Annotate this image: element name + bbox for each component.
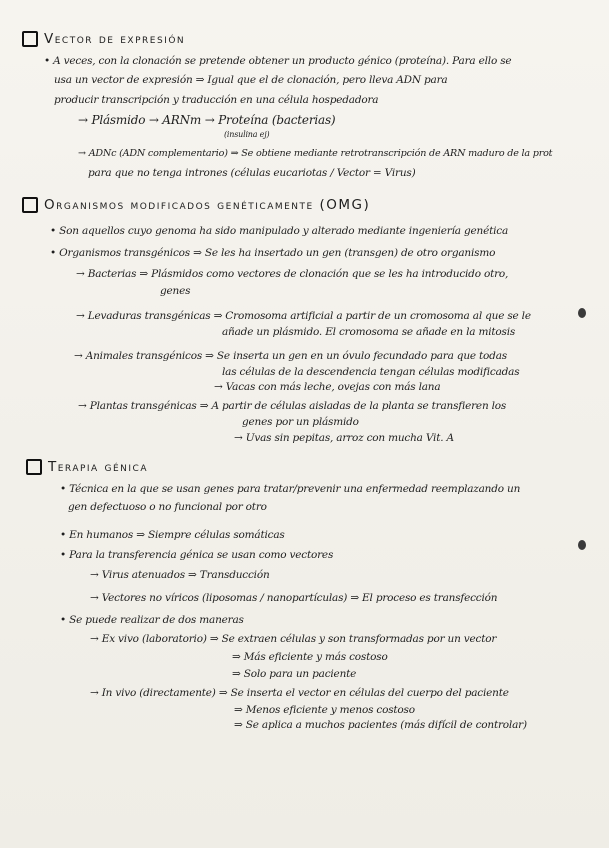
text-line: (insulina ej) — [224, 130, 270, 139]
text-line: • Para la transferencia génica se usan como vectores — [60, 549, 334, 561]
text-line: → Bacterias ⇒ Plásmidos como vectores de clonación que se les ha introducido otro, — [76, 268, 509, 280]
text-line: • Son aquellos cuyo genoma ha sido manipulado y alterado mediante ingeniería genética — [50, 225, 509, 237]
text-line: genes por un plásmido — [242, 416, 359, 428]
text-line: genes — [160, 285, 191, 297]
checkbox-icon — [22, 197, 38, 213]
text-line: producir transcripción y traducción en una célula hospedadora — [54, 94, 379, 106]
checkbox-icon — [26, 459, 42, 475]
text-line: → Levaduras transgénicas ⇒ Cromosoma artificial a partir de un cromosoma al que se le — [76, 310, 531, 322]
text-line: → Plásmido → ARNm → Proteína (bacterias) — [78, 113, 336, 127]
text-line: • Técnica en la que se usan genes para tratar/prevenir una enfermedad reemplazando un — [60, 483, 521, 495]
text-line: → Virus atenuados ⇒ Transducción — [90, 569, 270, 581]
text-line: para que no tenga intrones (células eucariotas / Vector = Virus) — [88, 167, 416, 179]
text-line: → Animales transgénicos ⇒ Se inserta un gen en un óvulo fecundado para que todas — [74, 350, 507, 362]
text-line: • Se puede realizar de dos maneras — [60, 614, 244, 626]
section-title-vector: Vector de expresión — [22, 31, 185, 47]
text-line: ⇒ Más eficiente y más costoso — [232, 651, 388, 663]
checkbox-icon — [22, 31, 38, 47]
text-line: → Vectores no víricos (liposomas / nanopartículas) ⇒ El proceso es transfección — [90, 592, 498, 604]
text-line: las células de la descendencia tengan células modificadas — [222, 366, 520, 378]
text-line: → ADNc (ADN complementario) ⇒ Se obtiene mediante retrotranscripción de ARN maduro de la prot — [78, 148, 553, 159]
text-line: → In vivo (directamente) ⇒ Se inserta el vector en células del cuerpo del paciente — [90, 687, 509, 699]
text-line: usa un vector de expresión ⇒ Igual que el de clonación, pero lleva ADN para — [54, 74, 448, 86]
section-title-terapia: Terapia génica — [26, 459, 148, 475]
text-line: → Vacas con más leche, ovejas con más lana — [214, 381, 441, 393]
text-line: • En humanos ⇒ Siempre células somáticas — [60, 529, 285, 541]
text-line: → Ex vivo (laboratorio) ⇒ Se extraen células y son transformadas por un vector — [90, 633, 497, 645]
text-line: gen defectuoso o no funcional por otro — [68, 501, 267, 513]
text-line: • Organismos transgénicos ⇒ Se les ha insertado un gen (transgen) de otro organismo — [50, 247, 496, 259]
text-line: → Plantas transgénicas ⇒ A partir de células aisladas de la planta se transfieren los — [78, 400, 507, 412]
text-line: ⇒ Solo para un paciente — [232, 668, 357, 680]
text-line: ⇒ Se aplica a muchos pacientes (más difícil de controlar) — [234, 719, 527, 731]
text-line: ⇒ Menos eficiente y menos costoso — [234, 704, 415, 716]
text-line: → Uvas sin pepitas, arroz con mucha Vit. A — [234, 432, 454, 444]
binder-hole-mark — [578, 540, 586, 550]
section-title-omg: Organismos modificados genéticamente (OMG) — [22, 197, 370, 213]
text-line: añade un plásmido. El cromosoma se añade en la mitosis — [222, 326, 516, 338]
binder-hole-mark — [578, 308, 586, 318]
text-line: • A veces, con la clonación se pretende obtener un producto génico (proteína). Para ello se — [44, 55, 512, 67]
